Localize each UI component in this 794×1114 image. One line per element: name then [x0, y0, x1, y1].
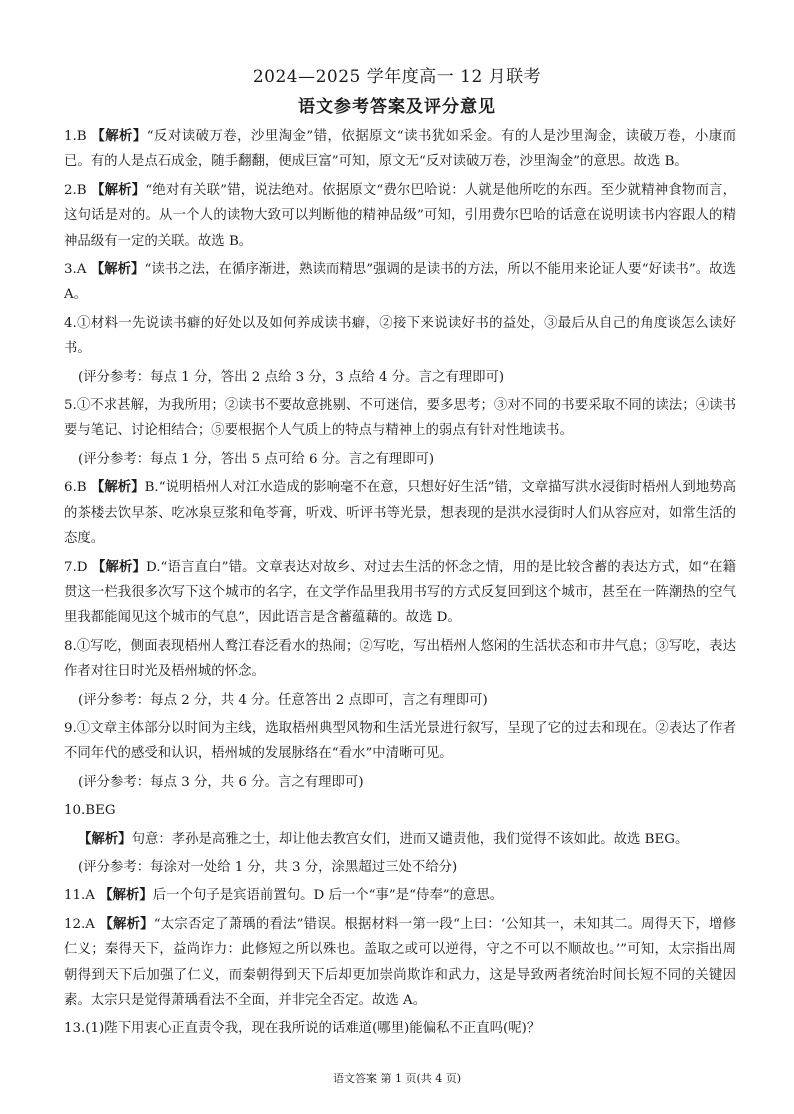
item-number: 6.B — [64, 480, 91, 496]
scoring-note: (评分参考：每点 1 分，答出 2 点给 3 分，3 点给 4 分。言之有理即可) — [78, 369, 505, 385]
item-number: 5. — [64, 398, 77, 414]
answer-item-10 — [64, 798, 736, 823]
item-number: 4. — [64, 315, 77, 331]
analysis-tag: 【解析】 — [91, 558, 147, 575]
answer-item-7 — [64, 555, 736, 631]
answer-item-12 — [64, 912, 736, 1014]
item-text: ①不求甚解，为我所用；②读书不要故意挑剔、不可迷信，要多思考；③对不同的书要采取不同的读法；④读书要与笔记、讨论相结合；⑤要根据个人气质上的特点与精神上的弱点有针对性地读书。 — [64, 398, 736, 439]
answer-item-10-analysis — [64, 827, 736, 852]
item-text: “太宗否定了萧瑀的看法”错误。根据材料一第一段“上曰：‘公知其一，未知其二。周得天下，增修仁义；秦得天下，益尚诈力：此修短之所以殊也。盖取之或可以逆得，守之不可以不顺故也。’”可知，太宗指出周朝得到天下后加强了仁义，而秦朝得到天下后却更加崇尚欺诈和武力，这是导致两者统治时间长短不同的关键因素。太宗只是觉得萧瑀看法不全面，并非完全否定。故选 A。 — [64, 916, 737, 1008]
item-text: ①材料一先说读书癖的好处以及如何养成读书癖，②接下来说读好书的益处，③最后从自己的角度谈怎么读好书。 — [64, 315, 736, 357]
answer-item-9 — [64, 716, 736, 767]
answer-item-6 — [64, 475, 736, 551]
item-number: 13. — [64, 1021, 86, 1037]
item-text: ①文章主体部分以时间为主线，选取梧州典型风物和生活光景进行叙写，呈现了它的过去和现在。②表达了作者不同年代的感受和认识，梧州城的发展脉络在“看水”中清晰可见。 — [64, 720, 736, 762]
analysis-tag: 【解析】 — [91, 128, 147, 144]
item-number: 10.BEG — [64, 803, 116, 819]
scoring-note: (评分参考：每点 2 分，共 4 分。任意答出 2 点即可，言之有理即可) — [78, 692, 488, 708]
item-text: “绝对有关联”错，说法绝对。依据原文“费尔巴哈说：人就是他所吃的东西。至少就精神食物而言，这句话是对的。从一个人的读物大致可以判断他的精神品级”可知，引用费尔巴哈的话意在说明读书内容跟人的精神品级有一定的关联。故选 B。 — [64, 182, 736, 249]
item-number: 8. — [64, 638, 77, 654]
answer-item-11 — [64, 883, 736, 908]
analysis-tag: 【解析】 — [90, 479, 145, 496]
analysis-tag: 【解析】 — [90, 261, 145, 278]
answer-item-2 — [64, 178, 736, 254]
analysis-tag: 【解析】 — [99, 915, 154, 932]
item-text: ①写吃，侧面表现梧州人鹜江春泛看水的热闹；②写吃，写出梧州人悠闲的生活状态和市井气息；③写吃，表达作者对往日时光及梧州城的怀念。 — [64, 638, 736, 680]
page-subtitle: 语文参考答案及评分意见 — [298, 97, 496, 117]
answer-item-5 — [64, 393, 736, 444]
item-text: 句意：孝孙是高雅之士，却让他去教宫女们，进而又谴责他，我们觉得不该如此。故选 BEG。 — [131, 831, 689, 847]
item-number: 7.D — [64, 559, 92, 575]
item-number: 9. — [64, 720, 77, 736]
item-text: D.“语言直白”错。文章表达对故乡、对过去生活的怀念之情，用的是比较含蓄的表达方式，如“在籍贯这一栏我很多次写下这个城市的名字，在文学作品里我用书写的方式反复回到这个城市，甚至在一阵潮热的空气里我都能闻见这个城市的气息”，因此语言是含蓄蕴藉的。故选 D。 — [64, 559, 736, 626]
item-text: 后一个句子是宾语前置句。D 后一个“事”是“侍奉”的意思。 — [152, 888, 504, 904]
page-title: 2024—2025 学年度高一 12 月联考 — [252, 67, 542, 87]
item-text: (1)陛下用衷心正直责令我，现在我所说的话难道(哪里)能偏私不正直吗(呢)？ — [85, 1021, 541, 1037]
answer-item-1 — [64, 124, 736, 175]
item-number: 11.A — [64, 888, 100, 904]
analysis-tag: 【解析】 — [91, 181, 146, 198]
answer-list — [64, 124, 736, 1045]
item-number: 3.A — [64, 262, 91, 278]
scoring-note: (评分参考：每涂对一处给 1 分，共 3 分，涂黑超过三处不给分) — [78, 859, 458, 875]
item-text: “读书之法，在循序渐进，熟读而精思”强调的是读书的方法，所以不能用来论证人要“好读书”。故选 A。 — [64, 262, 736, 303]
analysis-tag: 【解析】 — [78, 830, 132, 847]
item-number: 12.A — [64, 916, 100, 932]
answer-item-13 — [64, 1016, 736, 1041]
page-footer: 语文答案 第 1 页(共 4 页) — [332, 1072, 462, 1085]
item-number: 1.B — [64, 129, 92, 144]
item-number: 2.B — [64, 182, 92, 198]
item-text: B.“说明梧州人对江水造成的影响毫不在意，只想好好生活”错，文章描写洪水浸街时梧州人到地势高的茶楼去饮早茶、吃冰泉豆浆和龟苓膏，听戏、听评书等光景，想表现的是洪水浸街时人们从容应对，如常生活的态度。 — [64, 480, 737, 547]
scoring-note: (评分参考：每点 1 分，答出 5 点可给 6 分。言之有理即可) — [78, 451, 435, 467]
answer-item-4 — [64, 311, 736, 362]
answer-item-8 — [64, 634, 736, 685]
item-text: “反对读破万卷，沙里淘金”错，依据原文“读书犹如采金。有的人是沙里淘金，读破万卷，小康而已。有的人是点石成金，随手翻翻，便成巨富”可知，原文无“反对读破万卷，沙里淘金”的意思。故选 B。 — [64, 129, 737, 170]
analysis-tag: 【解析】 — [99, 887, 153, 904]
answer-item-3 — [64, 257, 736, 308]
scoring-note: (评分参考：每点 3 分，共 6 分。言之有理即可) — [78, 774, 364, 790]
